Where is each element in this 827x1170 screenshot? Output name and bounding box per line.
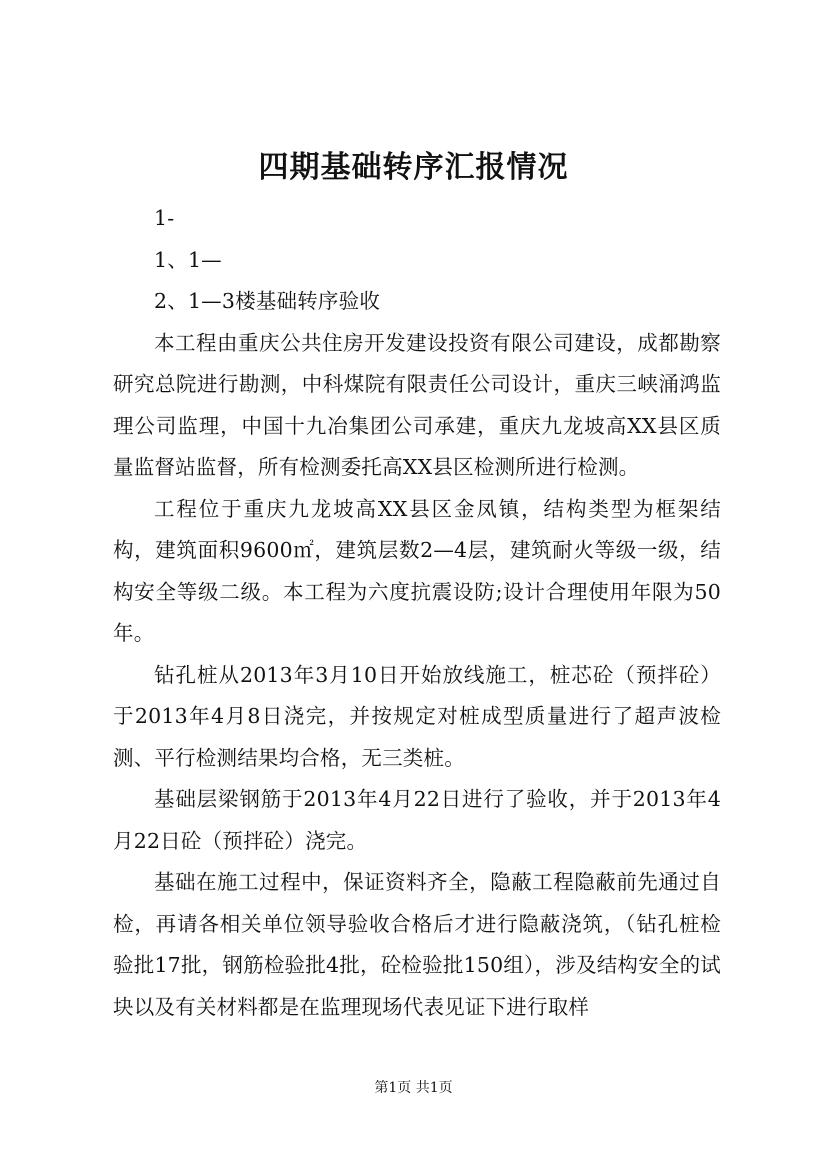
paragraph-heading-2: 2、1—3楼基础转序验收	[154, 289, 381, 313]
document-title: 四期基础转序汇报情况	[258, 150, 569, 185]
paragraph-project-parties: 本工程由重庆公共住房开发建设投资有限公司建设，成都勘察研究总院进行勘测，中科煤院有限责任公司设计，重庆三峡涌鸿监理公司监理，中国十九冶集团公司承建，重庆九龙坡高XX县区质量监督站监督，所有检测委托高XX县区检测所进行检测。	[113, 330, 721, 479]
paragraph-heading-1-1: 1、1—	[154, 247, 222, 272]
document-body	[113, 198, 721, 1028]
paragraph-quality-control: 基础在施工过程中，保证资料齐全，隐蔽工程隐蔽前先通过自检，再请各相关单位领导验收合格后才进行隐蔽浇筑，（钻孔桩检验批17批，钢筋检验批4批，砼检验批150组），涉及结构安全的试块以及有关材料都是在监理现场代表见证下进行取样	[113, 870, 721, 1019]
page-footer: 第1页 共1页	[374, 1080, 453, 1096]
paragraph-bored-piles: 钻孔桩从2013年3月10日开始放线施工，桩芯砼（预拌砼）于2013年4月8日浇完，并按规定对桩成型质量进行了超声波检测、平行检测结果均合格，无三类桩。	[113, 662, 721, 770]
paragraph-heading-1: 1-	[154, 206, 175, 230]
paragraph-project-overview: 工程位于重庆九龙坡高XX县区金凤镇，结构类型为框架结构，建筑面积9600㎡，建筑层数2—4层，建筑耐火等级一级，结构安全等级二级。本工程为六度抗震设防;设计合理使用年限为50年。	[113, 496, 721, 645]
paragraph-foundation-beams: 基础层梁钢筋于2013年4月22日进行了验收，并于2013年4月22日砼（预拌砼）浇完。	[113, 787, 721, 853]
